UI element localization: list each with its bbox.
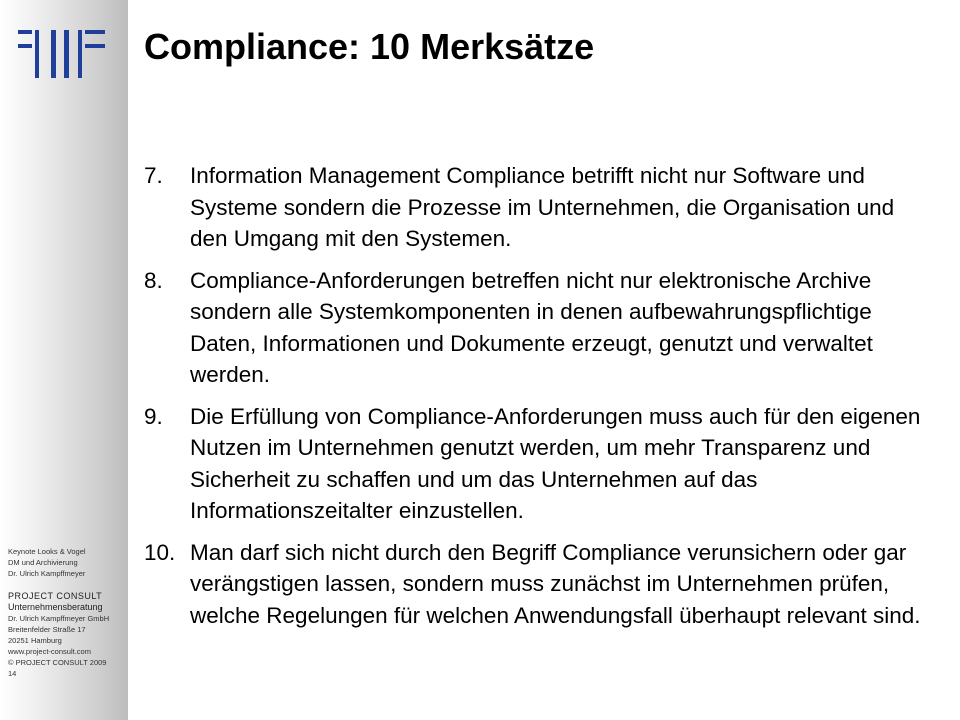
sidebar-footer: [8, 546, 126, 679]
item-text: Information Management Compliance betrifft nicht nur Software und Systeme sondern die Prozesse im Unternehmen, die Organisation und den Umgang mit den Systemen.: [190, 163, 895, 251]
brand-name: PROJECT CONSULT: [8, 591, 103, 601]
sidebar-line: © PROJECT CONSULT 2009: [8, 658, 107, 667]
item-text: Man darf sich nicht durch den Begriff Compliance verunsichern oder gar verängstigen lassen, sondern muss zunächst im Unternehmen prüfen, welche Regelungen für welchen Anwendungsfall überhaupt relevant sind.: [190, 539, 921, 628]
item-number: 8.: [144, 267, 163, 293]
sidebar-line: Breitenfelder Straße 17: [8, 625, 86, 634]
sidebar-line: www.project-consult.com: [8, 647, 91, 656]
page-number: 14: [8, 669, 17, 678]
sidebar-line: DM und Archivierung: [8, 558, 78, 567]
item-number: 10.: [144, 539, 176, 565]
merksaetze-list: [144, 160, 924, 641]
sidebar-line: 20251 Hamburg: [8, 636, 62, 645]
list-item: [144, 160, 924, 255]
sidebar: [0, 0, 128, 720]
list-item: [144, 537, 924, 632]
list-item: [144, 265, 924, 391]
sidebar-line: Keynote Looks & Vogel: [8, 547, 86, 556]
item-number: 9.: [144, 403, 163, 429]
brand-subtitle: Unternehmensberatung: [8, 602, 103, 612]
item-number: 7.: [144, 163, 163, 188]
list-item: [144, 401, 924, 527]
item-text: Compliance-Anforderungen betreffen nicht nur elektronische Archive sondern alle Systemkomponenten in denen aufbewahrungspflichtige Daten, Informationen und Dokumente erzeugt, genutzt und verwaltet werden.: [190, 267, 873, 387]
sidebar-line: Dr. Ulrich Kampffmeyer GmbH: [8, 614, 110, 623]
project-consult-logo-icon: [18, 30, 108, 78]
slide-title: Compliance: 10 Merksätze: [144, 26, 595, 67]
sidebar-line: Dr. Ulrich Kampffmeyer: [8, 569, 86, 578]
item-text: Die Erfüllung von Compliance-Anforderungen muss auch für den eigenen Nutzen im Unternehmen genutzt werden, um mehr Transparenz und Sicherheit zu schaffen und um das Unternehmen auf das Informationszeitalter einzustellen.: [190, 403, 921, 523]
